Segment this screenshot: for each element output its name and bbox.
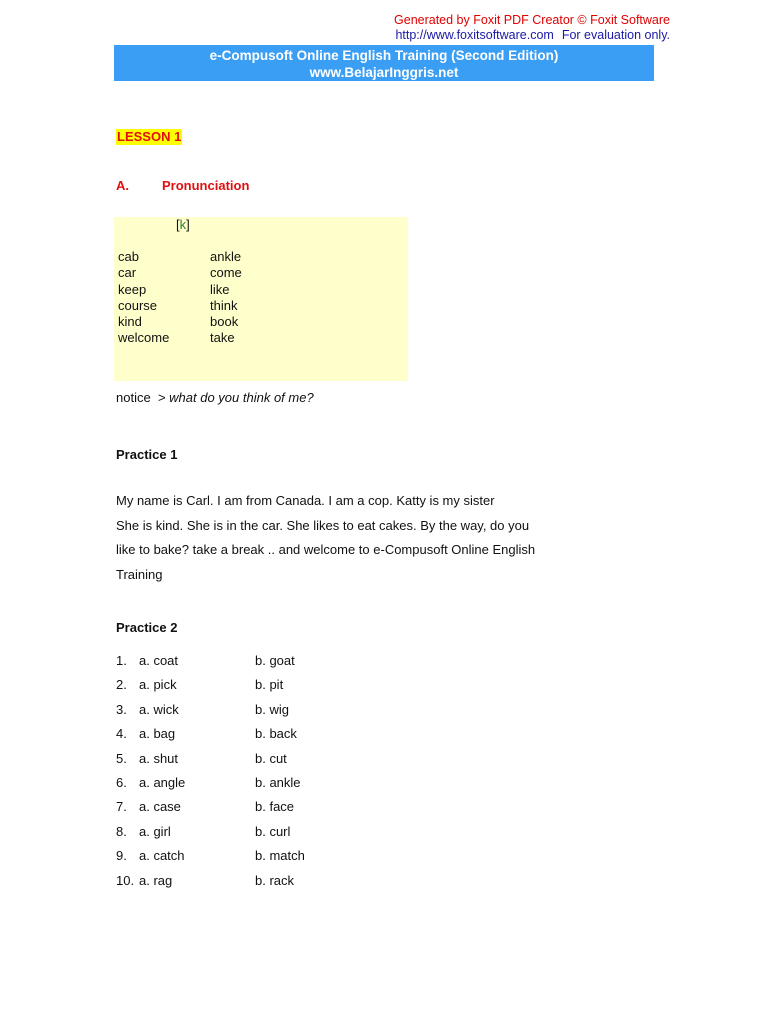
foxit-watermark bbox=[394, 13, 670, 43]
practice1-heading: Practice 1 bbox=[116, 447, 178, 462]
item-number: 4. bbox=[116, 726, 127, 742]
phonetic-symbol: [k] bbox=[176, 217, 190, 232]
practice1-line: like to bake? take a break .. and welcome to e-Compusoft Online English bbox=[116, 542, 536, 557]
banner-title: e-Compusoft Online English Training (Second Edition) bbox=[209, 48, 559, 63]
option-a: a. bag bbox=[139, 726, 176, 742]
notice-line bbox=[116, 390, 314, 405]
notice-label: notice bbox=[116, 390, 151, 405]
pronunciation-word: think bbox=[210, 297, 238, 313]
option-a: a. pick bbox=[139, 677, 177, 693]
item-number: 9. bbox=[116, 848, 127, 864]
word-column-1 bbox=[118, 249, 169, 347]
option-b: b. face bbox=[255, 799, 295, 815]
item-number: 2. bbox=[116, 677, 127, 693]
practice1-paragraph bbox=[116, 489, 596, 587]
practice1-line: My name is Carl. I am from Canada. I am a cop. Katty is my sister bbox=[116, 493, 495, 508]
option-b: b. pit bbox=[255, 677, 284, 693]
practice1-line: Training bbox=[116, 566, 163, 582]
item-number: 7. bbox=[116, 799, 127, 815]
watermark-line2 bbox=[394, 28, 670, 43]
option-a: a. shut bbox=[139, 750, 179, 766]
pronunciation-word: course bbox=[118, 297, 158, 313]
option-b: b. back bbox=[255, 726, 297, 742]
practice2-heading: Practice 2 bbox=[116, 620, 178, 635]
item-number: 10. bbox=[116, 872, 135, 888]
option-a: a. rag bbox=[139, 872, 173, 888]
pronunciation-word: cab bbox=[118, 249, 139, 264]
section-title: Pronunciation bbox=[162, 178, 250, 193]
option-b: b. ankle bbox=[255, 774, 301, 790]
pronunciation-word: ankle bbox=[210, 249, 242, 264]
pronunciation-word: take bbox=[210, 330, 235, 346]
notice-arrow: > bbox=[157, 390, 166, 405]
page-banner bbox=[114, 45, 654, 81]
option-b: b. goat bbox=[255, 653, 295, 668]
pronunciation-word: like bbox=[210, 281, 230, 297]
pronunciation-word: kind bbox=[118, 314, 142, 330]
banner-site: www.BelajarInggris.net bbox=[309, 65, 459, 80]
option-a: a. catch bbox=[139, 848, 185, 864]
word-column-2 bbox=[210, 249, 242, 347]
item-number: 8. bbox=[116, 823, 127, 839]
option-b: b. curl bbox=[255, 823, 291, 839]
option-a: a. coat bbox=[139, 653, 179, 668]
option-a: a. case bbox=[139, 799, 181, 815]
option-a: a. wick bbox=[139, 701, 179, 717]
section-number: A. bbox=[116, 178, 129, 193]
pronunciation-word: come bbox=[210, 265, 242, 281]
option-b: b. rack bbox=[255, 872, 295, 888]
option-a: a. girl bbox=[139, 823, 171, 839]
pronunciation-word: keep bbox=[118, 281, 147, 297]
watermark-eval-note: For evaluation only. bbox=[561, 28, 670, 42]
item-number: 5. bbox=[116, 750, 127, 766]
option-b: b. match bbox=[255, 848, 305, 864]
item-number: 6. bbox=[116, 774, 127, 790]
option-b: b. wig bbox=[255, 701, 289, 717]
pronunciation-box bbox=[114, 217, 408, 381]
section-heading bbox=[116, 178, 249, 193]
option-a: a. angle bbox=[139, 774, 186, 790]
pronunciation-word: welcome bbox=[118, 330, 170, 346]
lesson-title: LESSON 1 bbox=[117, 129, 182, 144]
watermark-line1: Generated by Foxit PDF Creator © Foxit Software bbox=[394, 13, 670, 27]
item-number: 1. bbox=[116, 653, 127, 668]
pronunciation-word: car bbox=[118, 265, 137, 281]
item-number: 3. bbox=[116, 701, 127, 717]
notice-example: what do you think of me? bbox=[169, 390, 314, 405]
option-b: b. cut bbox=[255, 750, 287, 766]
pronunciation-word: book bbox=[210, 314, 239, 330]
watermark-url-link[interactable]: http://www.foxitsoftware.com bbox=[395, 28, 554, 42]
practice1-line: She is kind. She is in the car. She likes to eat cakes. By the way, do you bbox=[116, 517, 530, 533]
